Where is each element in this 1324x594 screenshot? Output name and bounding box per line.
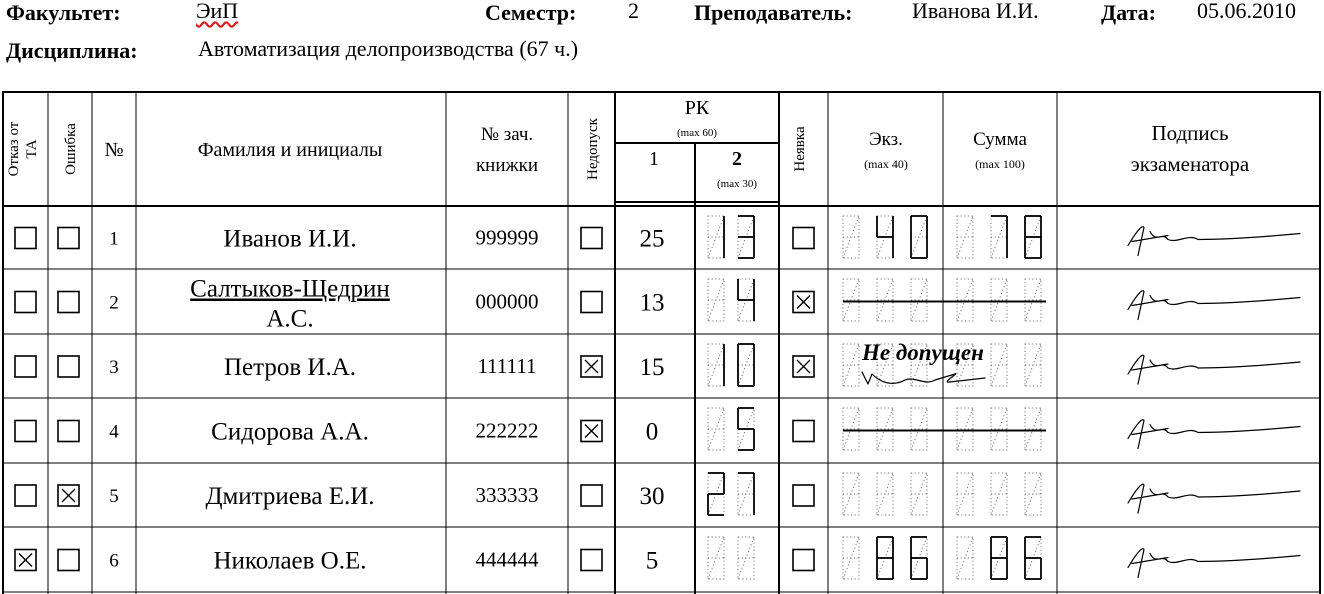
rk1-score: 0	[645, 418, 659, 446]
student-name: Иванов И.И.	[223, 225, 357, 253]
sum-score-digit	[957, 473, 973, 515]
rk2-score-digit	[708, 537, 724, 579]
absence-checkbox[interactable]	[793, 356, 814, 377]
row-number: 6	[109, 550, 119, 572]
error-checkbox[interactable]	[58, 292, 79, 313]
student-name: Сидорова А.А.	[211, 418, 369, 446]
examiner-signature	[1128, 549, 1300, 578]
record-book-number: 222222	[475, 418, 539, 443]
col-exam-max: (max 40)	[864, 157, 908, 171]
date-value: 05.06.2010	[1197, 0, 1296, 23]
rk2-score-digit	[738, 344, 754, 386]
record-book-number: 444444	[475, 547, 539, 572]
faculty-value: ЭиП	[196, 0, 239, 23]
table-row	[15, 537, 1300, 579]
sum-score-digit	[1025, 473, 1041, 515]
examiner-signature	[1128, 484, 1300, 513]
exam-score-digit	[877, 216, 893, 258]
exam-score-digit	[843, 408, 859, 450]
exam-score-digit	[911, 408, 927, 450]
absence-checkbox[interactable]	[793, 550, 814, 571]
student-name: Николаев О.Е.	[213, 547, 367, 575]
rk2-score-digit	[738, 279, 754, 321]
col-rk2-max: (max 30)	[716, 178, 758, 190]
col-rk2: 2	[732, 148, 742, 170]
faculty-label: Факультет:	[6, 0, 121, 25]
rk1-score: 5	[645, 547, 659, 575]
sum-score-digit	[1025, 537, 1041, 579]
error-checkbox[interactable]	[58, 356, 79, 377]
exam-score-digit	[877, 537, 893, 579]
absence-checkbox[interactable]	[793, 228, 814, 249]
sum-score-digit	[1025, 408, 1041, 450]
exam-score-digit	[843, 473, 859, 515]
col-rk1: 1	[649, 148, 659, 170]
col-rk: РК	[684, 97, 710, 119]
sum-score-digit	[991, 537, 1007, 579]
col-refusal-line1: Отказ от	[6, 121, 22, 177]
col-rk-max: (max 60)	[676, 127, 718, 139]
student-name: А.С.	[266, 305, 314, 333]
table-row	[15, 473, 1300, 515]
rk2-score-digit	[708, 408, 724, 450]
rk2-score-digit	[708, 216, 724, 258]
table-row	[15, 216, 1300, 258]
sum-score-digit	[1025, 279, 1041, 321]
date-label: Дата:	[1101, 0, 1156, 25]
col-refusal-line2: ТА	[24, 139, 40, 159]
error-checkbox[interactable]	[58, 421, 79, 442]
rk2-score-digit	[738, 216, 754, 258]
teacher-value: Иванова И.И.	[912, 0, 1039, 23]
row-number: 2	[109, 292, 119, 314]
not-admitted-stamp: Не допущен	[862, 340, 984, 365]
col-absence: Неявка	[792, 126, 808, 172]
examiner-signature	[1128, 420, 1300, 449]
sum-score-digit	[991, 408, 1007, 450]
record-book-number: 999999	[475, 225, 539, 250]
table-row	[15, 408, 1300, 450]
row-number: 1	[109, 228, 119, 250]
table-row	[15, 276, 1300, 333]
exam-score-digit	[877, 279, 893, 321]
record-book-number: 111111	[477, 354, 537, 378]
not-admitted-checkbox[interactable]	[581, 421, 602, 442]
discipline-label: Дисциплина:	[6, 38, 138, 63]
exam-score-digit	[911, 216, 927, 258]
discipline-value: Автоматизация делопроизводства (67 ч.)	[198, 36, 579, 61]
examiner-signature	[1128, 291, 1300, 320]
col-signature-line2: экзаменатора	[1130, 152, 1250, 176]
sum-score-digit	[1025, 216, 1041, 258]
sum-score-digit	[991, 344, 1007, 386]
col-record-line2: книжки	[475, 155, 539, 176]
student-name: Дмитриева Е.И.	[205, 483, 375, 510]
exam-score-digit	[911, 473, 927, 515]
sum-score-digit	[957, 216, 973, 258]
examiner-signature	[1128, 227, 1300, 256]
col-signature-line1: Подпись	[1151, 121, 1229, 145]
rk2-score-digit	[708, 279, 724, 321]
rk1-score: 13	[639, 289, 665, 317]
col-error: Ошибка	[63, 123, 79, 175]
stamp-signature	[862, 372, 985, 384]
refusal-checkbox[interactable]	[15, 550, 36, 571]
rk2-score-digit	[708, 344, 724, 386]
sum-score-digit	[991, 216, 1007, 258]
refusal-checkbox[interactable]	[15, 292, 36, 313]
semester-label: Семестр:	[485, 0, 577, 25]
row-number: 5	[109, 486, 119, 507]
rk2-score-digit	[738, 408, 754, 450]
col-name: Фамилия и инициалы	[197, 139, 383, 161]
exam-score-digit	[843, 279, 859, 321]
col-not-admitted: Недопуск	[585, 118, 601, 180]
semester-value: 2	[628, 0, 639, 23]
col-number: №	[104, 139, 124, 161]
student-name: Петров И.А.	[223, 354, 357, 381]
exam-score-digit	[843, 537, 859, 579]
col-sum: Сумма	[973, 129, 1027, 150]
absence-checkbox[interactable]	[793, 485, 814, 506]
table-row	[15, 344, 1300, 386]
col-sum-max: (max 100)	[975, 157, 1025, 171]
teacher-label: Преподаватель:	[694, 0, 853, 25]
sum-score-digit	[957, 279, 973, 321]
refusal-checkbox[interactable]	[15, 485, 36, 506]
sum-score-digit	[991, 473, 1007, 515]
exam-score-digit	[877, 473, 893, 515]
exam-score-digit	[843, 344, 859, 386]
col-record-line1: № зач.	[480, 124, 534, 145]
not-admitted-checkbox[interactable]	[581, 550, 602, 571]
sum-score-digit	[957, 537, 973, 579]
refusal-checkbox[interactable]	[15, 228, 36, 249]
refusal-checkbox[interactable]	[15, 421, 36, 442]
exam-score-digit	[843, 216, 859, 258]
exam-score-digit	[911, 279, 927, 321]
exam-score-digit	[911, 537, 927, 579]
rk1-score: 30	[639, 483, 665, 510]
table-grid	[3, 92, 1320, 594]
not-admitted-checkbox[interactable]	[581, 356, 602, 377]
record-book-number: 000000	[475, 289, 539, 314]
rk2-score-digit	[738, 537, 754, 579]
rk2-score-digit	[738, 473, 754, 515]
sum-score-digit	[1025, 344, 1041, 386]
sum-score-digit	[991, 279, 1007, 321]
not-admitted-checkbox[interactable]	[581, 292, 602, 313]
refusal-checkbox[interactable]	[15, 356, 36, 377]
rk2-score-digit	[708, 473, 724, 515]
not-admitted-checkbox[interactable]	[581, 228, 602, 249]
student-name: Салтыков-Щедрин	[190, 275, 390, 303]
col-exam: Экз.	[869, 129, 903, 150]
error-checkbox[interactable]	[58, 485, 79, 506]
exam-score-digit	[877, 408, 893, 450]
rk1-score: 25	[639, 225, 665, 253]
error-checkbox[interactable]	[58, 228, 79, 249]
absence-checkbox[interactable]	[793, 421, 814, 442]
error-checkbox[interactable]	[58, 550, 79, 571]
examiner-signature	[1128, 355, 1300, 384]
rk1-score: 15	[639, 354, 665, 381]
sum-score-digit	[957, 408, 973, 450]
record-book-number: 333333	[475, 483, 539, 507]
absence-checkbox[interactable]	[793, 292, 814, 313]
row-number: 4	[109, 421, 119, 443]
not-admitted-checkbox[interactable]	[581, 485, 602, 506]
row-number: 3	[109, 357, 119, 378]
